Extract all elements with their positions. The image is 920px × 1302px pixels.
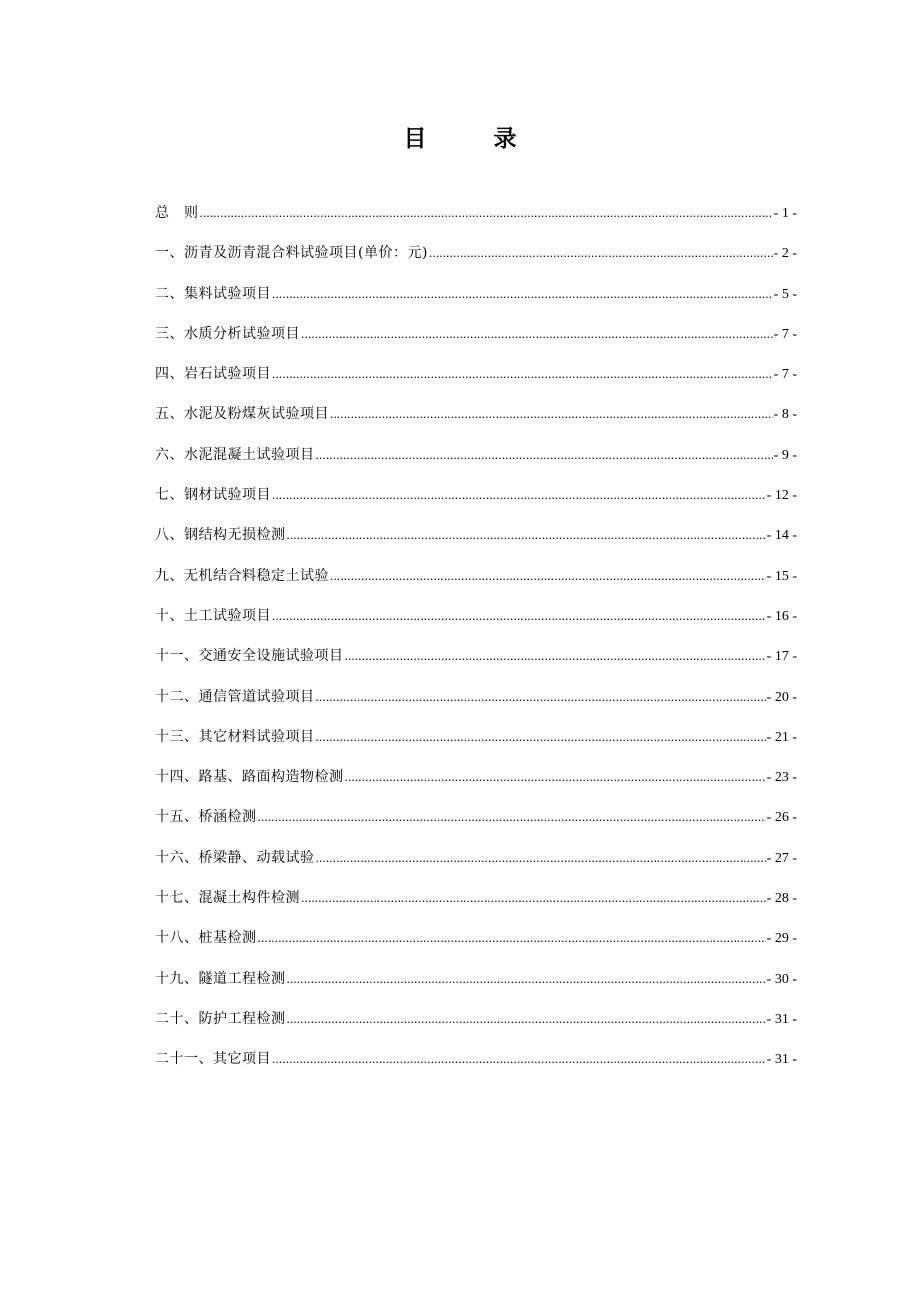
toc-entry-label: 十六、桥梁静、动载试验 — [155, 849, 315, 866]
toc-entry[interactable] — [155, 724, 797, 764]
dot-leader — [316, 442, 773, 468]
toc-entry[interactable] — [155, 240, 797, 280]
toc-entry[interactable] — [155, 925, 797, 965]
toc-entry-label: 十二、通信管道试验项目 — [155, 688, 315, 705]
toc-entry-page: - 8 - — [773, 407, 797, 423]
toc-entry-page: - 26 - — [766, 810, 797, 826]
table-of-contents — [155, 200, 797, 1087]
dot-leader — [258, 925, 766, 951]
toc-entry-page: - 7 - — [773, 367, 797, 383]
toc-entry-page: - 20 - — [766, 689, 797, 705]
dot-leader — [316, 845, 766, 871]
dot-leader — [345, 643, 766, 669]
dot-leader — [272, 482, 766, 508]
toc-entry-page: - 2 - — [773, 246, 797, 262]
toc-entry-label: 十三、其它材料试验项目 — [155, 728, 315, 745]
toc-entry-page: - 30 - — [766, 971, 797, 987]
toc-entry-label: 二十、防护工程检测 — [155, 1010, 286, 1027]
dot-leader — [272, 1046, 766, 1072]
dot-leader — [287, 966, 766, 992]
toc-entry-label: 七、钢材试验项目 — [155, 487, 271, 504]
dot-leader — [200, 200, 773, 226]
toc-entry-page: - 31 - — [766, 1011, 797, 1027]
toc-entry[interactable] — [155, 522, 797, 562]
toc-entry[interactable] — [155, 966, 797, 1006]
dot-leader — [330, 401, 773, 427]
dot-leader — [272, 281, 773, 307]
dot-leader — [301, 321, 773, 347]
dot-leader — [330, 563, 766, 589]
toc-entry-label: 六、水泥混凝土试验项目 — [155, 446, 315, 463]
toc-entry[interactable] — [155, 321, 797, 361]
toc-entry-label: 三、水质分析试验项目 — [155, 325, 300, 342]
dot-leader — [429, 240, 773, 266]
dot-leader — [316, 724, 766, 750]
toc-entry-page: - 7 - — [773, 326, 797, 342]
toc-entry[interactable] — [155, 1046, 797, 1086]
toc-entry-label: 十七、混凝土构件检测 — [155, 890, 300, 907]
toc-entry[interactable] — [155, 684, 797, 724]
dot-leader — [272, 603, 766, 629]
toc-entry-page: - 9 - — [773, 447, 797, 463]
toc-entry-page: - 14 - — [766, 528, 797, 544]
toc-entry-label: 十八、桩基检测 — [155, 930, 257, 947]
toc-entry[interactable] — [155, 603, 797, 643]
toc-entry-label: 十九、隧道工程检测 — [155, 970, 286, 987]
toc-entry[interactable] — [155, 482, 797, 522]
toc-entry[interactable] — [155, 804, 797, 844]
dot-leader — [272, 361, 773, 387]
toc-entry-label: 四、岩石试验项目 — [155, 366, 271, 383]
toc-entry-label: 十五、桥涵检测 — [155, 809, 257, 826]
toc-entry[interactable] — [155, 200, 797, 240]
dot-leader — [345, 764, 766, 790]
toc-entry[interactable] — [155, 885, 797, 925]
toc-entry-label: 一、沥青及沥青混合料试验项目(单价：元) — [155, 245, 428, 262]
dot-leader — [287, 522, 766, 548]
toc-entry-page: - 23 - — [766, 770, 797, 786]
toc-entry-page: - 17 - — [766, 649, 797, 665]
toc-entry-label: 二十一、其它项目 — [155, 1051, 271, 1068]
toc-entry[interactable] — [155, 643, 797, 683]
toc-entry-page: - 29 - — [766, 931, 797, 947]
toc-entry-label: 二、集料试验项目 — [155, 285, 271, 302]
toc-entry-label: 八、钢结构无损检测 — [155, 527, 286, 544]
toc-entry[interactable] — [155, 401, 797, 441]
toc-entry-label: 十、土工试验项目 — [155, 607, 271, 624]
toc-entry-label: 十一、交通安全设施试验项目 — [155, 648, 344, 665]
toc-entry-page: - 21 - — [766, 729, 797, 745]
toc-entry-page: - 16 - — [766, 608, 797, 624]
toc-entry-page: - 28 - — [766, 891, 797, 907]
toc-entry-label: 五、水泥及粉煤灰试验项目 — [155, 406, 329, 423]
dot-leader — [287, 1006, 766, 1032]
toc-entry-page: - 5 - — [773, 286, 797, 302]
toc-entry-label: 总 则 — [155, 205, 199, 221]
toc-entry[interactable] — [155, 845, 797, 885]
toc-entry[interactable] — [155, 1006, 797, 1046]
toc-entry-page: - 27 - — [766, 850, 797, 866]
toc-entry[interactable] — [155, 442, 797, 482]
dot-leader — [301, 885, 766, 911]
dot-leader — [258, 804, 766, 830]
toc-entry-label: 九、无机结合料稳定土试验 — [155, 567, 329, 584]
page-title: 目 录 — [403, 125, 539, 152]
toc-entry-page: - 1 - — [773, 206, 797, 221]
toc-entry-page: - 15 - — [766, 568, 797, 584]
toc-entry[interactable] — [155, 563, 797, 603]
toc-entry-page: - 31 - — [766, 1052, 797, 1068]
toc-entry-label: 十四、路基、路面构造物检测 — [155, 769, 344, 786]
toc-entry[interactable] — [155, 764, 797, 804]
toc-entry-page: - 12 - — [766, 488, 797, 504]
toc-entry[interactable] — [155, 281, 797, 321]
dot-leader — [316, 684, 766, 710]
toc-entry[interactable] — [155, 361, 797, 401]
